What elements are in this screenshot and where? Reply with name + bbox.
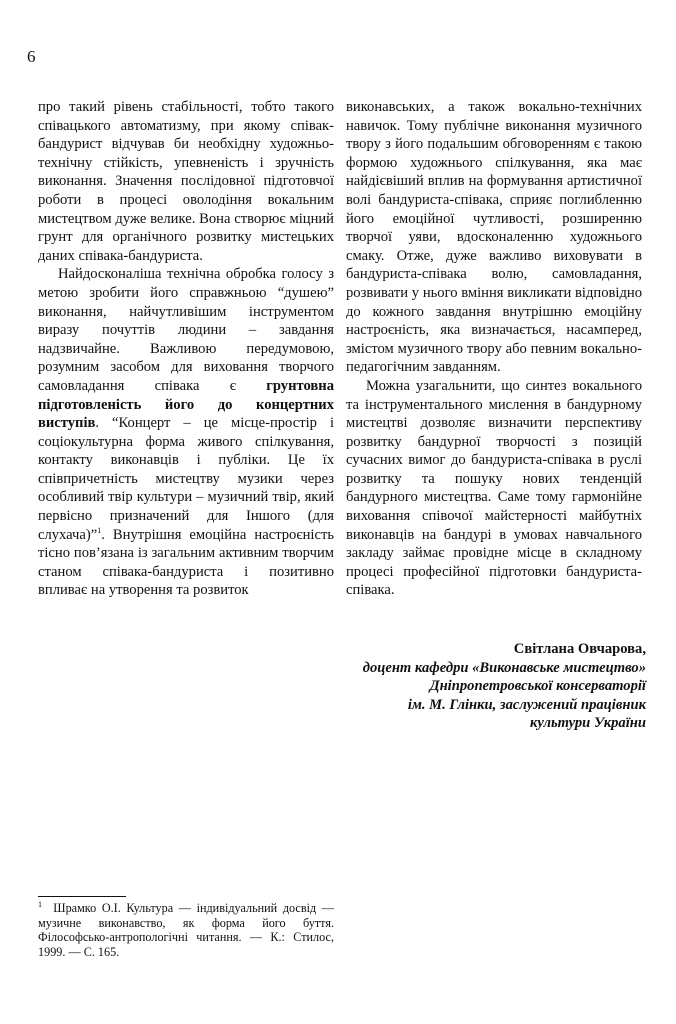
left-column xyxy=(38,98,334,600)
footnote xyxy=(38,901,334,959)
left-paragraph-2-quote: . “Концерт – це місце-простір і соціокультурна форма живого спілкування, контакту виконавців і публіки. Це їх співпричетність мистецтву музики через особливий твір культури – музичний твір, який первісно призначений для Іншого (для слухача)” xyxy=(38,415,334,543)
footnote-marker: 1 xyxy=(38,899,42,909)
left-paragraph-2 xyxy=(38,265,334,600)
right-paragraph-1: виконавських, а також вокально-технічних навичок. Тому публічне виконання музичного твору з його подальшим обговоренням є такою формою художнього спілкування, яка має найдієвіший вплив на формування артистичної волі бандуриста-співака, сприяє поглибленню його емоційної чутливості, розширенню творчої уяви, вдосконаленню художнього смаку. Отже, дуже важливо виховувати в бандуриста-співака волю, самовладання, розвивати у нього вміння викликати відповідно до кожного завдання внутрішню емоційну настроєність, яка визначається, насамперед, змістом музичного твору або певним вокально-педагогічним завданням. xyxy=(346,99,642,376)
right-column xyxy=(346,98,642,600)
right-paragraph-2: Можна узагальнити, що синтез вокального та інструментального мислення в бандурному мистецтві дозволяє визначити перспективу розвитку бандурної творчості з позицій сучасних вимог до бандуриста-співака в руслі розвитку та пошуку нових тенденцій бандурного мистецтва. Саме тому гармонійне виховання співочої майстерності майбутніх виконавців на бандурі в умовах навчального закладу займає провідне місце в складному процесі професійної підготовки бандуриста-співака. xyxy=(346,377,642,599)
author-signature xyxy=(306,640,646,733)
author-institution-name: ім. М. Глінки, заслужений працівник xyxy=(407,696,646,713)
left-paragraph-2-bold: грунтовна підготовленість його до концертних виступів xyxy=(38,377,334,432)
footnote-reference[interactable]: 1 xyxy=(97,525,102,535)
author-institution: Дніпропетровської консерваторії xyxy=(429,678,646,695)
author-name: Світлана Овчарова, xyxy=(513,641,646,657)
left-paragraph-1: про такий рівень стабільності, тобто такого співацького автоматизму, при якому співак-бандурист відчував би необхідну художньо-технічну стійкість, упевненість і зручність виконання. Значення послідовної підготовчої роботи в процесі оволодіння вокальним мистецтвом дуже велике. Вона створює міцний грунт для органічного розвитку мистецьких даних співака-бандуриста. xyxy=(38,99,334,264)
author-position: доцент кафедри «Виконавське мистецтво» xyxy=(362,659,646,676)
author-title: культури України xyxy=(529,715,646,732)
left-paragraph-2-end: . Внутрішня емоційна настроєність тісно пов’язана із загальним активним творчим станом співака-бандуриста і позитивно впливає на утворення та розвиток xyxy=(38,526,334,599)
footnote-text: Шрамко О.І. Культура — індивідуальний досвід — музичне виконавство, як форма його буття. Філософсько-антропологічні читання. — К.: Стилос, 1999. — С. 165. xyxy=(38,901,335,959)
page-number: 6 xyxy=(27,47,36,66)
footnote-divider xyxy=(38,896,126,897)
left-paragraph-2-start: Найдосконаліша технічна обробка голосу з метою зробити його справжньою “душею” виконання, найчутливішим інструментом виразу почуттів людини – завдання надзвичайне. Важливою передумовою, розумним засобом для виховання творчого самовладання співака є xyxy=(38,266,334,394)
